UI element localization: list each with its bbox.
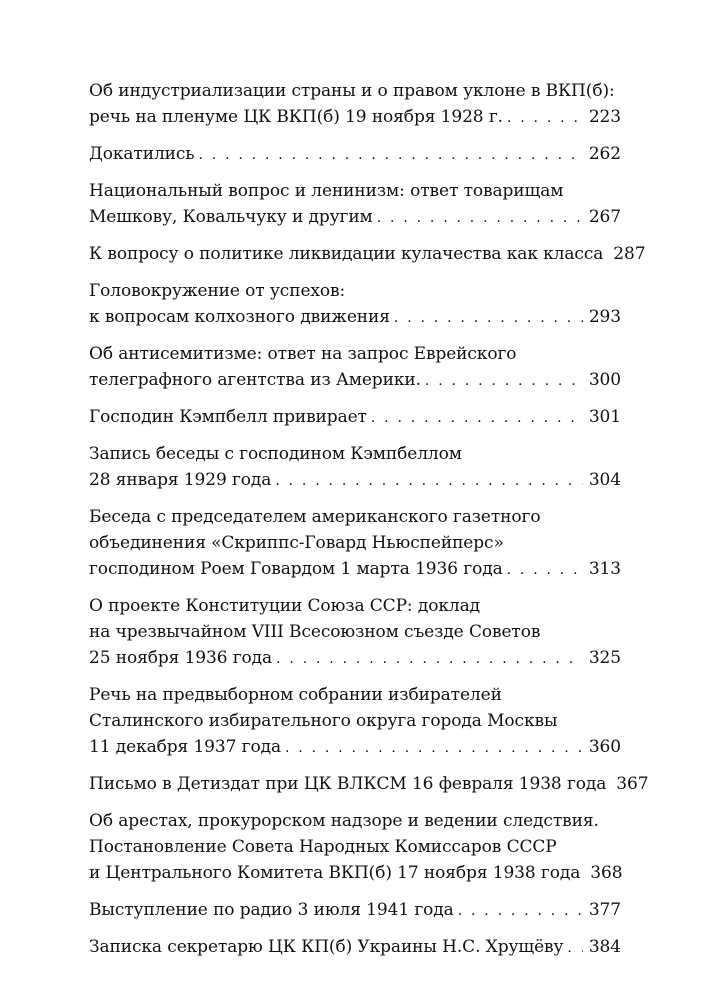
toc-entry-last-line [89,645,621,672]
toc-page-number: 384 [588,937,621,957]
toc-entry-title-line: К вопросу о политике ликвидации кулачества как класса [89,244,604,264]
toc-entry-last-line [89,771,649,798]
toc-entry-last-line [89,141,621,168]
toc-entry-title-line: Об арестах, прокурорском надзоре и ведении следствия. [89,811,599,831]
toc-entry-title-line: господином Роем Говардом 1 марта 1936 года [89,559,503,579]
toc-entry[interactable] [89,934,621,961]
toc-entry-last-line [89,241,646,268]
toc-page-number: 313 [588,559,621,579]
toc-page-number: 262 [588,144,621,164]
toc-entry[interactable] [89,504,621,583]
toc-entry-title-line: речь на пленуме ЦК ВКП(б) 19 ноября 1928 г. [89,107,503,127]
toc-entry-title-line: 28 января 1929 года [89,470,272,490]
toc-entry[interactable] [89,808,621,887]
toc-page-number: 301 [588,407,621,427]
toc-entry-last-line [89,304,621,331]
dot-leader [425,368,583,394]
toc-entry-last-line [89,404,621,431]
toc-entry-last-line [89,104,621,131]
toc-entry-last-line [89,467,621,494]
toc-entry-title-line: 11 декабря 1937 года [89,737,281,757]
toc-entry[interactable] [89,897,621,924]
toc-entry-last-line [89,367,621,394]
toc-entry-title-line: Беседа с председателем американского газетного [89,507,541,527]
toc-entry[interactable] [89,241,646,268]
toc-entry-title-line: Запись беседы с господином Кэмпбеллом [89,444,462,464]
dot-leader [198,142,582,168]
toc-entry-last-line [89,860,621,887]
table-of-contents [89,78,649,971]
toc-entry[interactable] [89,78,621,131]
dot-leader [377,205,583,231]
toc-entry-title-line: к вопросам колхозного движения [89,307,390,327]
dot-leader [567,935,582,961]
toc-entry[interactable] [89,141,621,168]
toc-page-number: 287 [613,244,646,264]
toc-entry-last-line [89,897,621,924]
toc-entry-title-line: Мешкову, Ковальчуку и другим [89,207,373,227]
toc-page-number: 368 [590,863,623,883]
toc-entry-title-line: Головокружение от успехов: [89,281,346,301]
toc-entry-last-line [89,556,621,583]
toc-entry-title-line: Об индустриализации страны и о правом уклоне в ВКП(б): [89,81,615,101]
toc-entry[interactable] [89,278,621,331]
toc-entry[interactable] [89,341,621,394]
toc-entry-title-line: Записка секретарю ЦК КП(б) Украины Н.С. Хрущёву [89,937,564,957]
toc-page-number: 360 [588,737,621,757]
toc-entry-last-line [89,204,621,231]
toc-page-number: 304 [588,470,621,490]
dot-leader [276,646,583,672]
dot-leader [507,557,583,583]
dot-leader [507,105,583,131]
toc-entry-title-line: Письмо в Детиздат при ЦК ВЛКСМ 16 февраля 1938 года [89,774,607,794]
toc-page-number: 300 [588,370,621,390]
toc-page-number: 325 [588,648,621,668]
toc-entry-title-line: и Центрального Комитета ВКП(б) 17 ноября 1938 года [89,863,581,883]
toc-entry[interactable] [89,178,621,231]
toc-entry-title-line: объединения «Скриппс-Говард Ньюспейперс» [89,533,504,553]
toc-page-number: 293 [588,307,621,327]
toc-entry-title-line: Выступление по радио 3 июля 1941 года [89,900,454,920]
toc-entry-last-line [89,934,621,961]
toc-entry-title-line: 25 ноября 1936 года [89,648,273,668]
toc-entry-title-line: Докатились [89,144,195,164]
dot-leader [275,468,583,494]
dot-leader [371,405,583,431]
toc-entry-title-line: Господин Кэмпбелл привирает [89,407,367,427]
toc-page-number: 267 [588,207,621,227]
dot-leader [285,735,583,761]
dot-leader [458,898,583,924]
toc-entry-title-line: О проекте Конституции Союза ССР: доклад [89,596,480,616]
toc-entry-title-line: Об антисемитизме: ответ на запрос Еврейского [89,344,517,364]
toc-entry[interactable] [89,441,621,494]
toc-page-number: 223 [588,107,621,127]
toc-entry-last-line [89,734,621,761]
toc-entry-title-line: Сталинского избирательного округа города Москвы [89,711,558,731]
dot-leader [394,305,583,331]
toc-entry-title-line: Постановление Совета Народных Комиссаров СССР [89,837,557,857]
toc-entry[interactable] [89,404,621,431]
toc-entry[interactable] [89,593,621,672]
toc-entry[interactable] [89,682,621,761]
toc-entry-title-line: на чрезвычайном VIII Всесоюзном съезде Советов [89,622,541,642]
toc-entry-title-line: Речь на предвыборном собрании избирателей [89,685,502,705]
toc-page-number: 377 [588,900,621,920]
toc-entry-title-line: Национальный вопрос и ленинизм: ответ товарищам [89,181,564,201]
toc-entry-title-line: телеграфного агентства из Америки. [89,370,421,390]
toc-page-number: 367 [616,774,649,794]
toc-entry[interactable] [89,771,649,798]
